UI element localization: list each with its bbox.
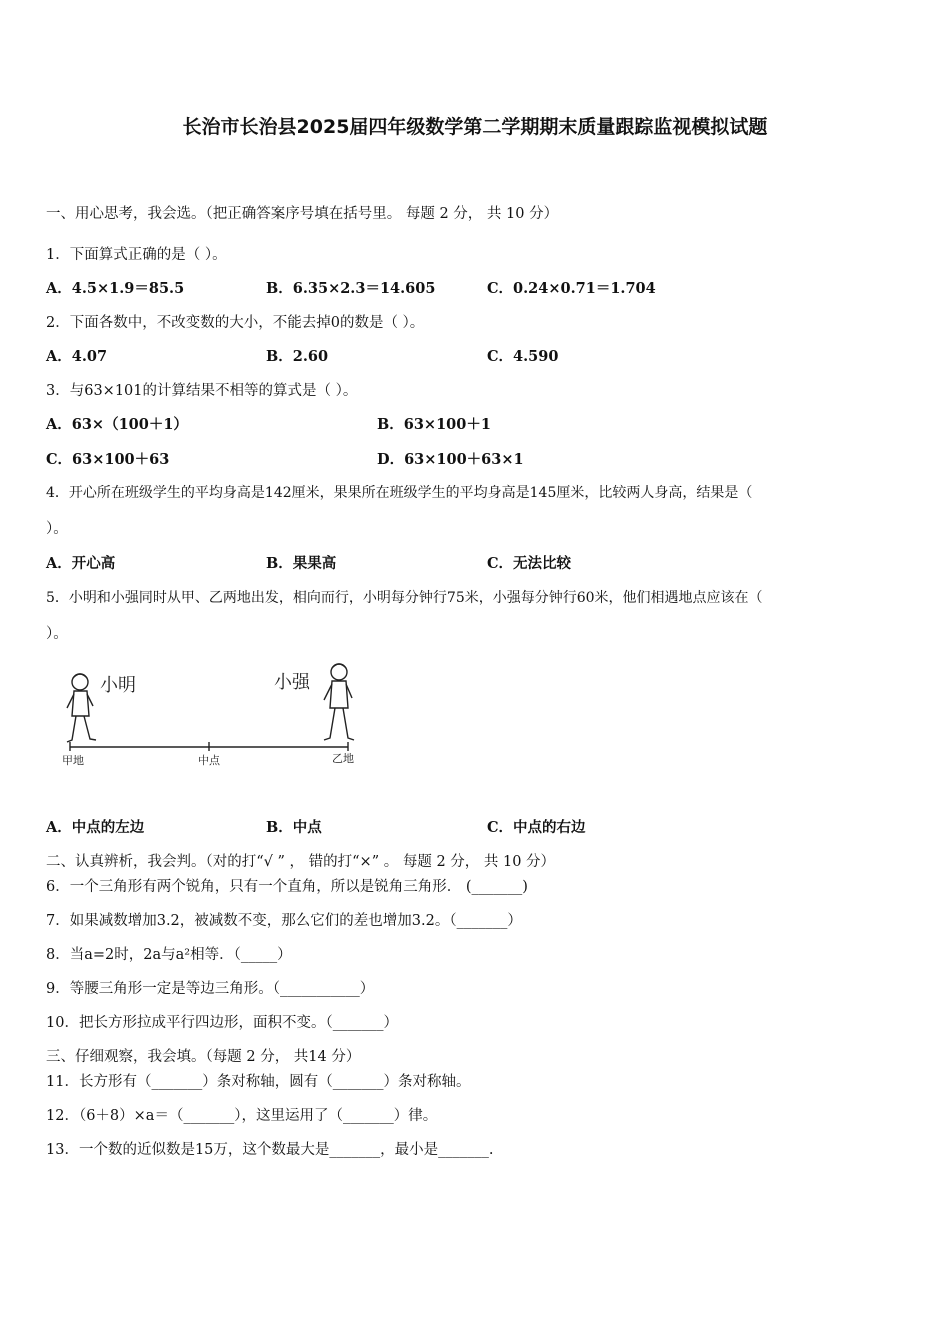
q4-option-a: A．开心高 <box>46 555 116 572</box>
q13: 13．一个数的近似数是15万，这个数最大是_______，最小是_______. <box>46 1142 494 1158</box>
q2-option-a: A．4.07 <box>46 348 108 365</box>
q2-stem: 2．下面各数中，不改变数的大小，不能去掉0的数是（ ）。 <box>46 315 425 331</box>
q5-option-c: C．中点的右边 <box>487 819 586 836</box>
q5-stem-line2: ）。 <box>46 626 68 642</box>
midpoint-label: 中点 <box>198 754 220 767</box>
q7: 7．如果减数增加3.2，被减数不变，那么它们的差也增加3.2。（_______） <box>46 913 522 929</box>
q3-option-a: A．63×（100＋1） <box>46 416 188 433</box>
page-title: 长治市长治县2025届四年级数学第二学期期末质量跟踪监视模拟试题 <box>182 116 768 138</box>
q5-option-a: A．中点的左边 <box>46 819 145 836</box>
yidi-label: 乙地 <box>332 752 354 765</box>
xiaoqiang-figure <box>324 664 354 740</box>
q5-stem-line1: 5．小明和小强同时从甲、乙两地出发，相向而行，小明每分钟行75米，小强每分钟行60米，他们相遇地点应该在（ <box>46 590 763 606</box>
q4-stem-line1: 4．开心所在班级学生的平均身高是142厘米，果果所在班级学生的平均身高是145厘米，比较两人身高，结果是（ <box>46 485 753 501</box>
q1-option-a: A．4.5×1.9＝85.5 <box>46 280 185 297</box>
jiadi-label: 甲地 <box>62 754 84 767</box>
xiaoqiang-label: 小强 <box>274 672 310 693</box>
q3-stem: 3．与63×101的计算结果不相等的算式是（ ）。 <box>46 383 358 399</box>
section3-heading: 三、仔细观察，我会填。（每题 2 分， 共14 分） <box>46 1049 361 1065</box>
q4-option-b: B．果果高 <box>266 555 337 572</box>
q8: 8．当a=2时，2a与a²相等．（_____） <box>46 947 292 963</box>
xiaoming-figure <box>67 674 96 742</box>
q3-option-b: B．63×100＋1 <box>377 416 491 433</box>
q1-stem: 1．下面算式正确的是（ ）。 <box>46 247 227 263</box>
section1-heading: 一、用心思考，我会选。（把正确答案序号填在括号里。 每题 2 分， 共 10 分） <box>46 206 559 222</box>
q5-figure <box>58 656 368 771</box>
q10: 10．把长方形拉成平行四边形，面积不变。（_______） <box>46 1015 398 1031</box>
q2-option-b: B．2.60 <box>266 348 329 365</box>
q4-stem-line2: ）。 <box>46 521 68 537</box>
section2-heading: 二、认真辨析，我会判。（对的打“√ ” ， 错的打“×” 。 每题 2 分， 共 10 分） <box>46 854 556 870</box>
q6: 6．一个三角形有两个锐角，只有一个直角，所以是锐角三角形． (_______) <box>46 879 528 895</box>
q9: 9．等腰三角形一定是等边三角形。（___________） <box>46 981 375 997</box>
xiaoming-label: 小明 <box>100 675 136 696</box>
q4-option-c: C．无法比较 <box>487 555 572 572</box>
q11: 11．长方形有（_______）条对称轴，圆有（_______）条对称轴。 <box>46 1074 471 1090</box>
q1-option-c: C．0.24×0.71＝1.704 <box>487 280 656 297</box>
q1-option-b: B．6.35×2.3＝14.605 <box>266 280 436 297</box>
q12: 12．（6＋8）×a＝（_______），这里运用了（_______）律。 <box>46 1108 438 1124</box>
q3-option-c: C．63×100＋63 <box>46 451 170 468</box>
q3-option-d: D．63×100＋63×1 <box>377 451 524 468</box>
q2-option-c: C．4.590 <box>487 348 559 365</box>
q5-option-b: B．中点 <box>266 819 322 836</box>
